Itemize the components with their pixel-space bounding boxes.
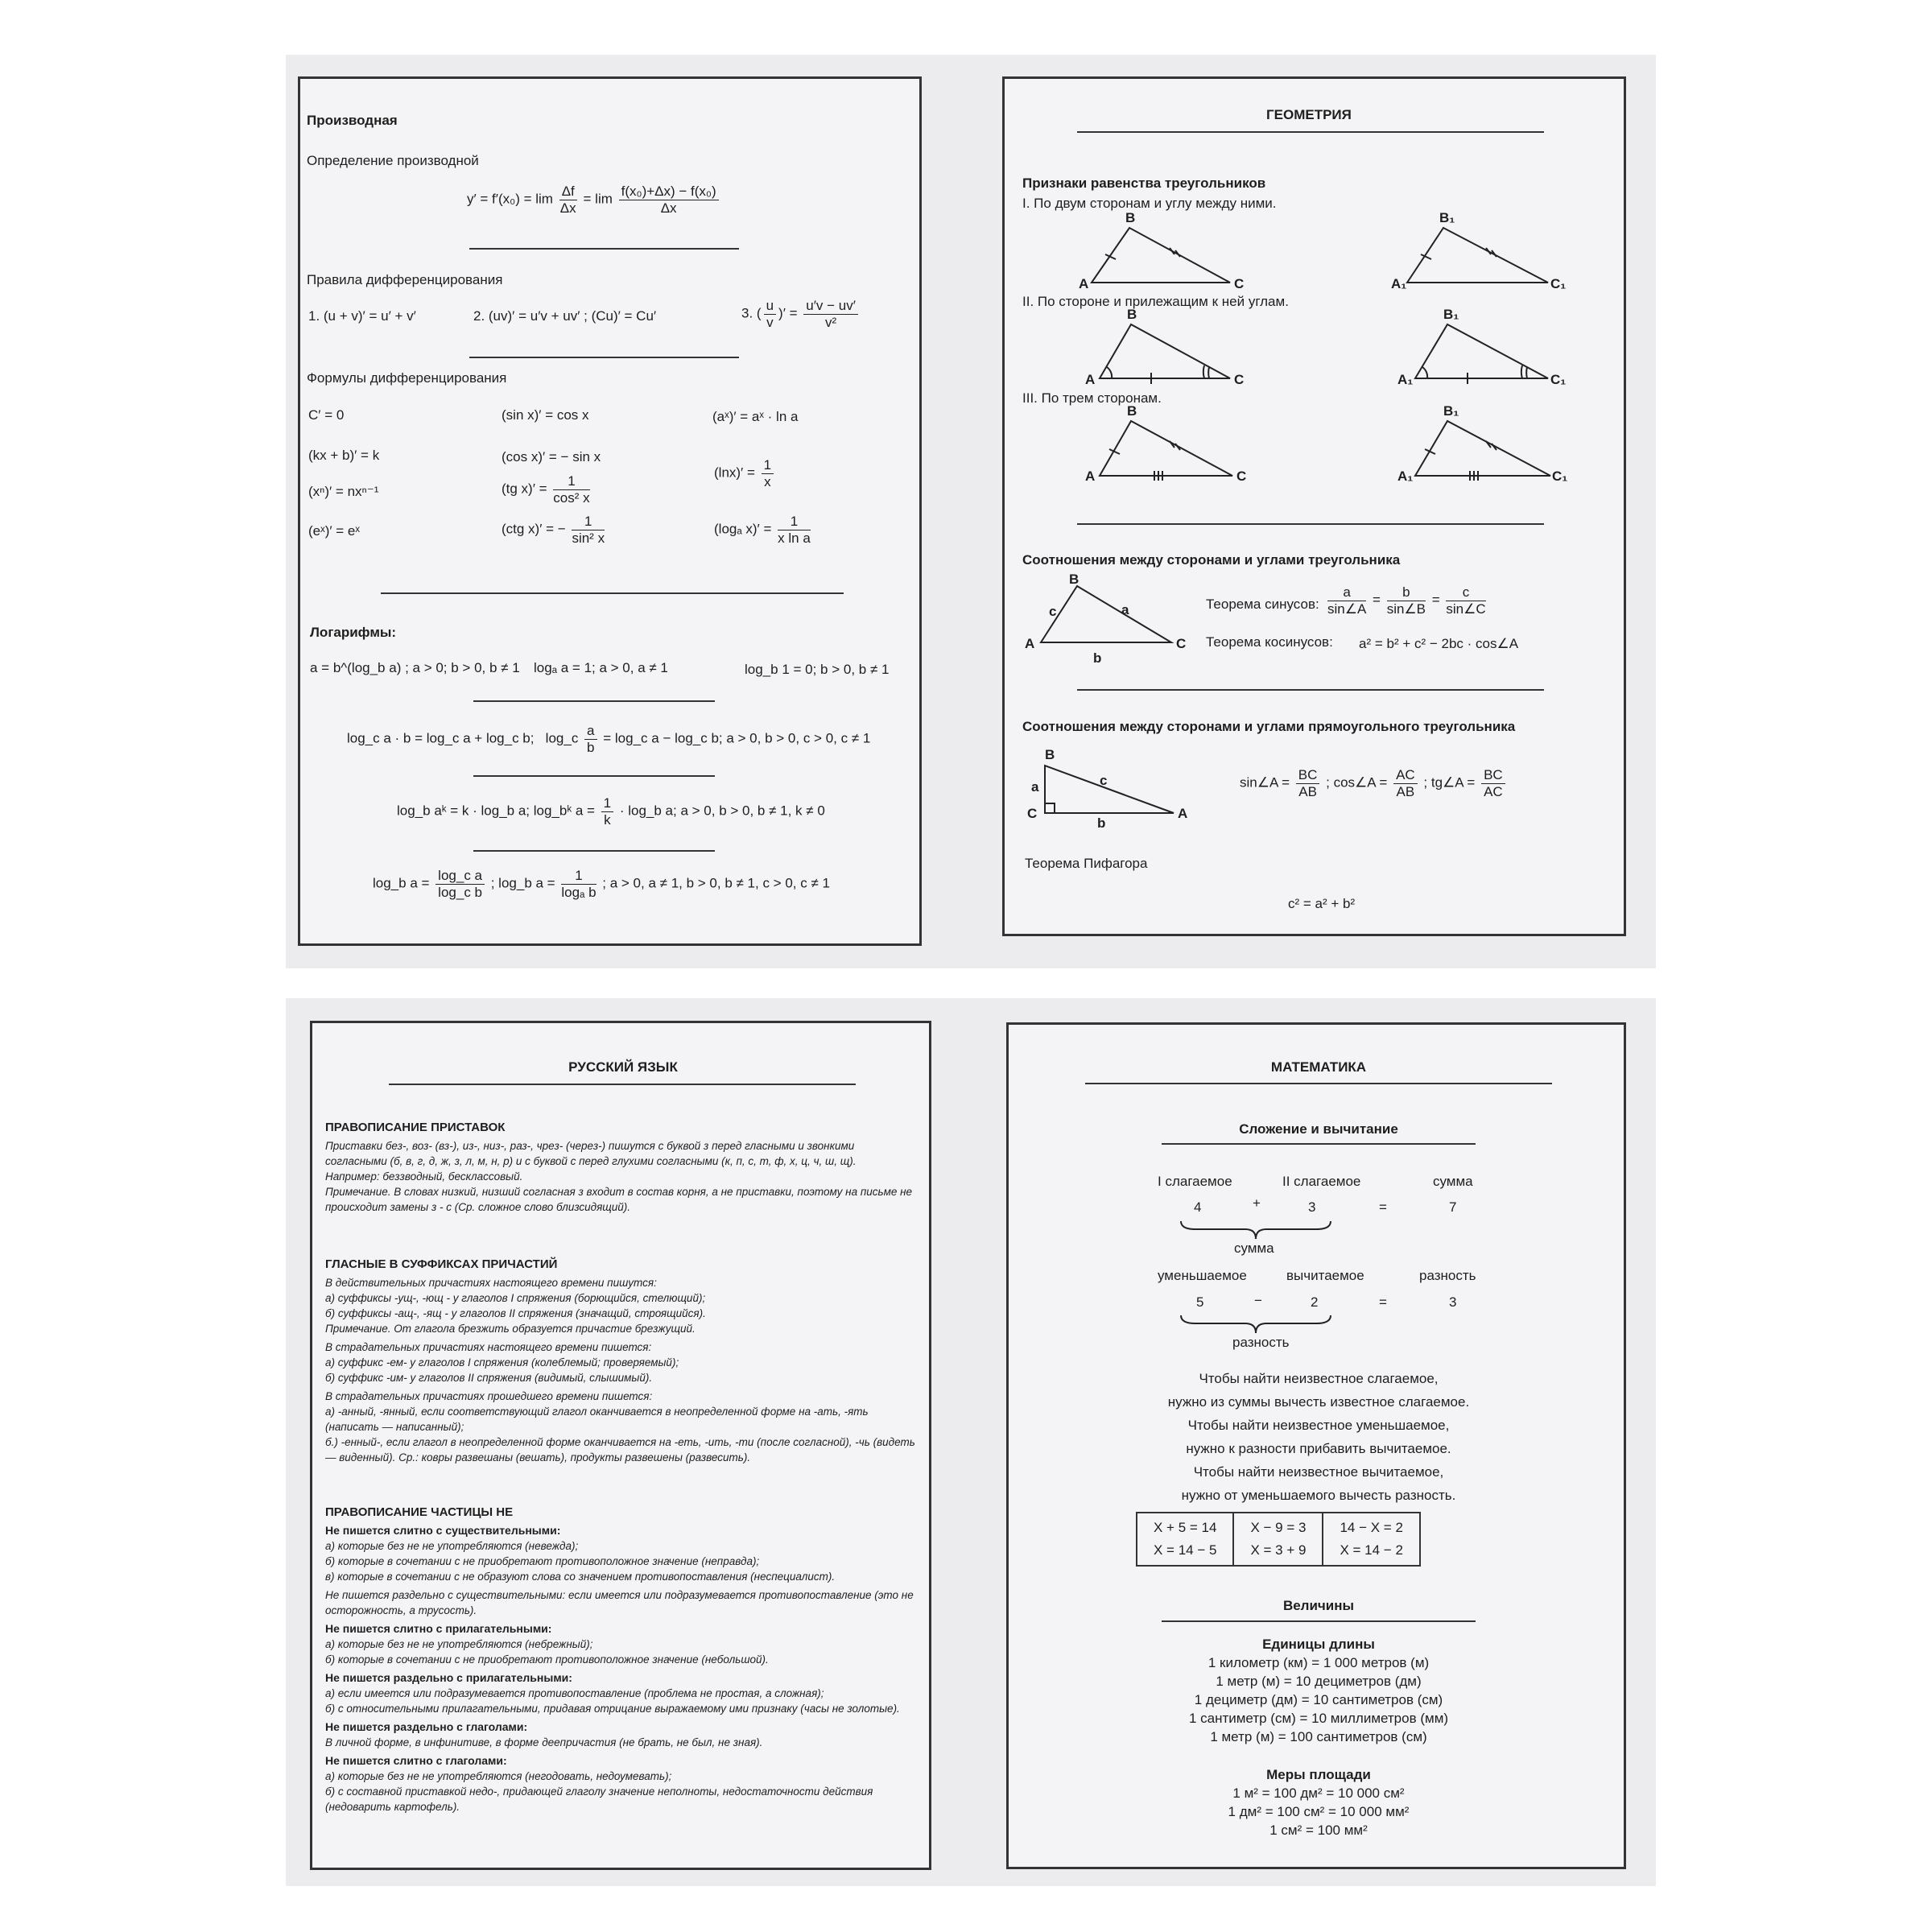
equations-table — [1136, 1512, 1421, 1567]
triangle-relations-title: Соотношения между сторонами и углами треугольника — [1022, 552, 1401, 568]
term-label: сумма — [1433, 1174, 1473, 1189]
side-label: a — [1121, 602, 1129, 617]
divider — [1162, 1620, 1476, 1622]
number: 7 — [1449, 1199, 1457, 1215]
vertex-label: A — [1085, 469, 1096, 484]
text-line: Чтобы найти неизвестное уменьшаемое, — [1187, 1418, 1450, 1433]
rule-heading: Не пишется раздельно с глаголами: — [325, 1720, 528, 1733]
ne-particle-section — [325, 1505, 916, 1814]
section-heading: ГЛАСНЫЕ В СУФФИКСАХ ПРИЧАСТИЙ — [325, 1257, 558, 1271]
vertex-label: B₁ — [1443, 307, 1459, 322]
vertex-label: B — [1127, 307, 1137, 322]
formula: (aˣ)′ = aˣ · ln a — [712, 409, 799, 424]
divider — [389, 1084, 856, 1085]
equation-cell: 14 − X = 2 X = 14 − 2 — [1323, 1513, 1419, 1566]
vertex-label: B — [1125, 210, 1136, 225]
formula: (sin x)′ = cos x — [502, 407, 589, 423]
vertex-label: C₁ — [1550, 276, 1567, 291]
number: 3 — [1449, 1294, 1457, 1310]
operator: + — [1253, 1195, 1261, 1211]
vertex-label: B — [1045, 747, 1055, 762]
divider — [1162, 1143, 1476, 1145]
term-label: разность — [1419, 1268, 1476, 1283]
divider — [469, 248, 739, 250]
paragraph: В действительных причастиях настоящего времени пишутся: — [325, 1277, 657, 1289]
paragraph: б.) -енный-, если глагол в неопределенной форме оканчивается на -еть, -ить, -ти (после согласной), -чь (видеть — виденный). Ср.: ковры развешаны (вешать), продукты развешены (развесить). — [325, 1436, 915, 1463]
curly-brace — [1179, 1218, 1332, 1242]
paragraph: а) -анный, -янный, если соответствующий глагол оканчивается в неопределенной форме на -ать, -ять (написать — написанный); — [325, 1406, 869, 1433]
text-line: Чтобы найти неизвестное вычитаемое, — [1193, 1464, 1444, 1480]
paragraph: в) которые в сочетании с не образуют слова со значением противопоставления (неспециалист). — [325, 1571, 836, 1583]
side-label: c — [1100, 773, 1108, 788]
section-heading: ПРАВОПИСАНИЕ ЧАСТИЦЫ НЕ — [325, 1505, 514, 1519]
rules-text — [1009, 1367, 1629, 1507]
subsection-heading: Единицы длины — [1262, 1637, 1375, 1652]
triangle-abc — [1092, 228, 1230, 283]
rule-2: 2. (uv)′ = u′v + uv′ ; (Cu)′ = Cu′ — [473, 308, 657, 324]
log-formula: log_b aᵏ = k · log_b a; log_bᵏ a = $\frac{1}{k}$ · log_b a; a > 0, b > 0, b ≠ 1, k ≠ 0 — [397, 795, 825, 828]
triangle-abc — [1041, 586, 1171, 642]
side-label: a — [1031, 779, 1039, 795]
text-line: 1 метр (м) = 100 сантиметров (см) — [1210, 1729, 1427, 1744]
paragraph: б) которые в сочетании с не приобретают противоположное значение (неправда); — [325, 1555, 760, 1567]
vertex-label: B — [1069, 572, 1080, 587]
formula: (kx + b)′ = k — [308, 448, 380, 463]
log-formula: log_b a = $\frac{\text{log\_c a}}{\text{log\_c b}}$ ; log_b a = $\frac{1}{\text{logₐ b}}$ ; a > 0, a ≠ 1, b > 0, b ≠ 1, c > 0, c ≠ 1 — [373, 868, 830, 900]
paragraph: б) с относительными прилагательными, придавая отрицание выражаемому ими признаку (часы не золотые). — [325, 1703, 900, 1715]
geometry-figures — [1005, 79, 1629, 932]
math-title: МАТЕМАТИКА — [1270, 1059, 1367, 1075]
paragraph: а) если имеется или подразумевается противопоставление (проблема не простая, а сложная); — [325, 1687, 824, 1699]
side-label: b — [1097, 815, 1106, 831]
paragraph: Приставки без-, воз- (вз-), из-, низ-, раз-, чрез- (через-) пишутся с буквой з перед гласными и звонкими согласными (б, в, г, д, ж, з, л, м, н, р) и с буквой с перед глухими согласными (к, п, с, т, ф, х, ц, ч, ш, щ). — [325, 1140, 857, 1167]
rule-heading: Не пишется слитно с прилагательными: — [325, 1622, 552, 1635]
vertex-label: A₁ — [1397, 469, 1414, 484]
paragraph: Например: беззводный, бесклассовый. — [325, 1170, 523, 1183]
geometry-panel — [1002, 76, 1626, 936]
paragraph: б) суффикс -им- у глаголов II спряжения (видимый, слышимый). — [325, 1372, 653, 1384]
equation-cell: X + 5 = 14 X = 14 − 5 — [1137, 1513, 1233, 1566]
term-label: II слагаемое — [1282, 1174, 1361, 1189]
formula: (tg x)′ = $\frac{1}{\text{cos² x}}$ — [502, 473, 590, 506]
cosine-theorem-label: Теорема косинусов: — [1206, 634, 1333, 650]
formulas-label: Формулы дифференцирования — [307, 370, 507, 386]
criterion-3: III. По трем сторонам. — [1022, 390, 1162, 406]
number: 5 — [1196, 1294, 1204, 1310]
derivative-panel — [298, 76, 922, 946]
term-label: уменьшаемое — [1158, 1268, 1247, 1283]
vertex-label: C — [1236, 469, 1247, 484]
russian-panel — [310, 1021, 931, 1870]
vertex-label: B₁ — [1439, 210, 1455, 225]
paragraph: а) которые без не не употребляются (невежда); — [325, 1540, 579, 1552]
rule-heading: Не пишется слитно с глаголами: — [325, 1754, 507, 1767]
number: 3 — [1308, 1199, 1316, 1215]
paragraph: В страдательных причастиях настоящего времени пишется: — [325, 1341, 652, 1353]
text-line: 1 м² = 100 дм² = 10 000 см² — [1232, 1785, 1405, 1801]
rule-heading: Не пишется слитно с существительными: — [325, 1524, 561, 1537]
formula: (lnx)′ = $\frac{1}{x}$ — [714, 457, 776, 489]
vertex-label: C₁ — [1552, 469, 1568, 484]
vertex-label: A — [1178, 806, 1188, 821]
length-units — [1009, 1635, 1629, 1746]
operator: = — [1379, 1294, 1387, 1310]
side-label: c — [1049, 604, 1057, 619]
triangle-abc — [1100, 421, 1232, 476]
vertex-label: C — [1176, 636, 1187, 651]
sine-theorem-label: Теорема синусов: — [1206, 597, 1319, 612]
logarithms-title: Логарифмы: — [310, 625, 397, 640]
vertex-label: C — [1234, 276, 1245, 291]
russian-title: РУССКИЙ ЯЗЫК — [568, 1059, 678, 1075]
formula: (xⁿ)′ = nxⁿ⁻¹ — [308, 484, 379, 499]
divider — [473, 850, 715, 852]
log-formula: logₐ a = 1; a > 0, a ≠ 1 — [534, 660, 668, 675]
paragraph: В страдательных причастиях прошедшего времени пишется: — [325, 1390, 653, 1402]
text-line: 1 километр (км) = 1 000 метров (м) — [1208, 1655, 1430, 1670]
divider — [1077, 523, 1544, 525]
vertex-label: C — [1027, 806, 1038, 821]
right-triangle-title: Соотношения между сторонами и углами прямоугольного треугольника — [1022, 719, 1516, 734]
log-formula: log_b 1 = 0; b > 0, b ≠ 1 — [745, 662, 890, 677]
text-line: нужно от уменьшаемого вычесть разность. — [1181, 1488, 1456, 1503]
triangle-a1b1c1 — [1415, 421, 1550, 476]
cosine-theorem-formula: a² = b² + c² − 2bc · cos∠A — [1359, 636, 1519, 651]
formula: (ctg x)′ = − $\frac{1}{\text{sin² x}}$ — [502, 514, 605, 546]
text-line: 1 дм² = 100 см² = 10 000 мм² — [1228, 1804, 1410, 1819]
paragraph: б) которые в сочетании с не приобретают противоположное значение (небольшой). — [325, 1653, 769, 1666]
formula: (logₐ x)′ = $\frac{1}{\text{x ln a}}$ — [714, 514, 811, 546]
paragraph: а) суффиксы -ущ-, -ющ - у глаголов I спряжения (борющийся, стелющий); — [325, 1292, 706, 1304]
suffix-section — [325, 1257, 916, 1465]
equation-cell: X − 9 = 3 X = 3 + 9 — [1233, 1513, 1323, 1566]
divider — [1077, 689, 1544, 691]
paragraph: Примечание. В словах низкий, низший согласная з входит в состав корня, а не приставки, поэтому на письме не происходит замены з - с (Ср. сложное слово близсидящий). — [325, 1186, 913, 1213]
rules-label: Правила дифференцирования — [307, 272, 503, 287]
formula: (cos x)′ = − sin x — [502, 449, 601, 464]
vertex-label: A₁ — [1397, 372, 1414, 387]
formula: C′ = 0 — [308, 407, 345, 423]
vertex-label: C₁ — [1550, 372, 1567, 387]
paragraph: Примечание. От глагола брезжить образуется причастие брезжущий. — [325, 1323, 696, 1335]
derivative-definition-label: Определение производной — [307, 153, 479, 168]
operator: = — [1379, 1199, 1387, 1215]
prefix-section — [325, 1120, 916, 1215]
paragraph: б) с составной приставкой недо-, придающей глаголу значение неполноты, недостаточности действия (недоварить картофель). — [325, 1785, 873, 1813]
text-line: Чтобы найти неизвестное слагаемое, — [1199, 1371, 1439, 1386]
paragraph: а) которые без не не употребляются (негодовать, недоумевать); — [325, 1770, 672, 1782]
number: 2 — [1311, 1294, 1319, 1310]
vertex-label: C — [1234, 372, 1245, 387]
rule-3: 3. ( $\frac{u}{v}$ )′ = $\frac{u'v - uv'}{\text{v²}}$ — [741, 298, 861, 330]
subsection-heading: Меры площади — [1266, 1767, 1371, 1782]
vertex-label: B₁ — [1443, 403, 1459, 419]
term-label: I слагаемое — [1158, 1174, 1232, 1189]
paragraph: а) суффикс -ем- у глаголов I спряжения (колеблемый; проверяемый); — [325, 1356, 679, 1368]
vertex-label: A — [1085, 372, 1096, 387]
text-line: 1 сантиметр (см) = 10 миллиметров (мм) — [1188, 1711, 1449, 1726]
geometry-title: ГЕОМЕТРИЯ — [1266, 107, 1352, 122]
right-triangle — [1045, 766, 1174, 813]
brace-label: разность — [1232, 1335, 1290, 1350]
divider — [473, 700, 715, 702]
paragraph: а) которые без не не употребляются (небрежный); — [325, 1638, 593, 1650]
rule-heading: Не пишется раздельно с прилагательными: — [325, 1671, 572, 1684]
log-formula: a = b^(log_b a) ; a > 0; b > 0, b ≠ 1 — [310, 660, 520, 675]
text-line: нужно к разности прибавить вычитаемое. — [1186, 1441, 1451, 1456]
vertex-label: B — [1127, 403, 1137, 419]
triangle-a1b1c1 — [1415, 324, 1548, 378]
triangle-abc — [1100, 324, 1230, 378]
operator: − — [1254, 1293, 1262, 1308]
criterion-1: I. По двум сторонам и углу между ними. — [1022, 196, 1277, 211]
divider — [381, 592, 844, 594]
sine-theorem-formula: $\frac{a}{\sin\angle A}$ = $\frac{b}{\sin\angle B}$ = $\frac{c}{\sin\angle C}$ — [1327, 584, 1486, 617]
divider — [473, 775, 715, 777]
rule-1: 1. (u + v)′ = u′ + v′ — [308, 308, 416, 324]
add-sub-title: Сложение и вычитание — [1239, 1121, 1398, 1137]
text-line: нужно из суммы вычесть известное слагаемое. — [1167, 1394, 1470, 1410]
number: 4 — [1194, 1199, 1202, 1215]
triangle-a1b1c1 — [1407, 228, 1548, 283]
vertex-label: A — [1025, 636, 1035, 651]
pythagoras-formula: c² = a² + b² — [1288, 896, 1356, 911]
paragraph: В личной форме, в инфинитиве, в форме деепричастия (не брать, не был, не зная). — [325, 1736, 763, 1748]
right-triangle-formulas: sin∠A = $\frac{BC}{AB}$ ; cos∠A = $\frac{AC}{AB}$ ; tg∠A = $\frac{BC}{AC}$ — [1240, 767, 1508, 799]
vertex-label: A — [1079, 276, 1089, 291]
log-formula: log_c a · b = log_c a + log_c b; log_c $\frac{a}{b}$ = log_c a − log_c b; a > 0, b > 0, c > 0, c ≠ 1 — [347, 723, 871, 755]
curly-brace — [1179, 1312, 1332, 1336]
derivative-title: Производная — [307, 113, 398, 128]
divider — [469, 357, 739, 358]
text-line: 1 дециметр (дм) = 10 сантиметров (см) — [1194, 1692, 1443, 1707]
paragraph: Не пишется раздельно с существительными: если имеется или подразумевается противопоставление (это не осторожность, а трусость). — [325, 1589, 914, 1616]
triangle-equality-title: Признаки равенства треугольников — [1022, 175, 1266, 191]
section-heading: ПРАВОПИСАНИЕ ПРИСТАВОК — [325, 1121, 506, 1134]
brace-label: сумма — [1234, 1241, 1274, 1256]
paragraph: б) суффиксы -ащ-, -ящ - у глаголов II спряжения (значащий, строящийся). — [325, 1307, 706, 1319]
pythagoras-label: Теорема Пифагора — [1025, 856, 1148, 871]
side-label: b — [1093, 650, 1102, 666]
vertex-label: A₁ — [1391, 276, 1407, 291]
term-label: вычитаемое — [1286, 1268, 1364, 1283]
quantities-title: Величины — [1282, 1598, 1355, 1613]
math-panel — [1006, 1022, 1626, 1869]
formula: (eˣ)′ = eˣ — [308, 523, 360, 539]
area-units — [1009, 1765, 1629, 1839]
divider — [1085, 1083, 1552, 1084]
text-line: 1 метр (м) = 10 дециметров (дм) — [1216, 1674, 1422, 1689]
criterion-2: II. По стороне и прилежащим к ней углам. — [1022, 294, 1289, 309]
text-line: 1 см² = 100 мм² — [1269, 1823, 1368, 1838]
derivative-definition-formula: y′ = f′(x₀) = lim $\frac{\Delta f}{\Delta x}$ = lim $\frac{\text{f(x₀)+Δx) − f(x₀)}}{\Delta x}$ — [467, 184, 721, 216]
